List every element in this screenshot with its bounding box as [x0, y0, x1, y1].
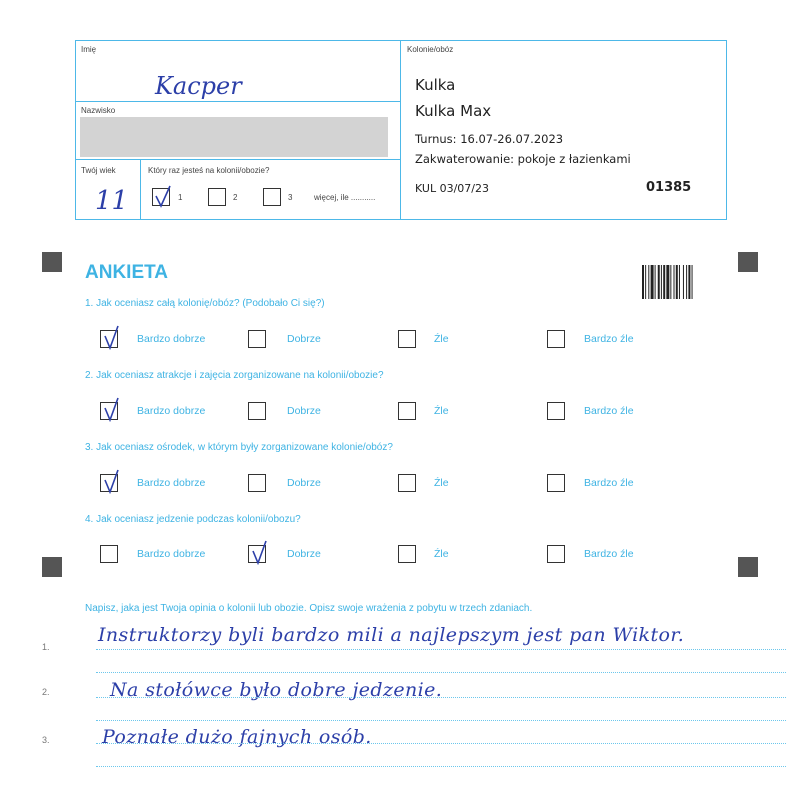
- visit-more-label: więcej, ile ...........: [314, 193, 376, 202]
- writing-line: [96, 697, 786, 698]
- line-number-3: 3.: [42, 735, 50, 745]
- registration-marker: [738, 252, 758, 272]
- rating-option-label: Dobrze: [287, 405, 321, 417]
- writing-line: [96, 649, 786, 650]
- visit-option-3: 3: [288, 193, 293, 202]
- check-mark-icon: [101, 396, 125, 422]
- question-1: 1. Jak oceniasz całą kolonię/obóz? (Podobało Ci się?): [85, 298, 325, 309]
- visit-checkbox-2[interactable]: [208, 188, 226, 206]
- visit-option-1: 1: [178, 193, 183, 202]
- opinion-prompt: Napisz, jaka jest Twoja opinia o kolonii lub obozie. Opisz swoje wrażenia z pobytu w trzech zdaniach.: [85, 603, 533, 614]
- header-divider-name: [75, 101, 400, 102]
- age-label: Twój wiek: [81, 166, 116, 175]
- rating-checkbox[interactable]: [248, 402, 266, 420]
- check-mark-icon: [101, 468, 125, 494]
- answer-row-1: [0, 330, 800, 350]
- line-number-1: 1.: [42, 642, 50, 652]
- rating-option-label: Bardzo źle: [584, 333, 634, 345]
- rating-option-label: Bardzo dobrze: [137, 405, 206, 417]
- rating-option-label: Bardzo źle: [584, 548, 634, 560]
- rating-checkbox[interactable]: [398, 545, 416, 563]
- registration-marker: [42, 252, 62, 272]
- turnus: Turnus: 16.07-26.07.2023: [415, 132, 564, 146]
- header-divider-vertical: [400, 40, 401, 220]
- rating-checkbox[interactable]: [398, 330, 416, 348]
- camp-name: Kulka: [415, 76, 456, 94]
- question-2: 2. Jak oceniasz atrakcje i zajęcia zorganizowane na kolonii/obozie?: [85, 370, 384, 381]
- accommodation: Zakwaterowanie: pokoje z łazienkami: [415, 152, 631, 166]
- answer-row-2: [0, 402, 800, 422]
- rating-checkbox[interactable]: [547, 545, 565, 563]
- check-mark-icon: [150, 184, 176, 210]
- answer-row-3: [0, 474, 800, 494]
- opinion-line-2: Na stołówce było dobre jedzenie.: [110, 679, 443, 701]
- visit-option-2: 2: [233, 193, 238, 202]
- rating-option-label: Bardzo dobrze: [137, 477, 206, 489]
- line-number-2: 2.: [42, 687, 50, 697]
- writing-line: [96, 743, 786, 744]
- camp-code: KUL 03/07/23: [415, 182, 489, 195]
- age-value: 11: [95, 186, 129, 216]
- visit-label: Który raz jesteś na kolonii/obozie?: [148, 166, 270, 175]
- rating-checkbox[interactable]: [398, 474, 416, 492]
- name-value: Kacper: [155, 72, 242, 100]
- rating-checkbox[interactable]: [547, 402, 565, 420]
- visit-checkbox-3[interactable]: [263, 188, 281, 206]
- rating-checkbox[interactable]: [100, 545, 118, 563]
- survey-title: ANKIETA: [85, 262, 169, 283]
- question-4: 4. Jak oceniasz jedzenie podczas kolonii/obozu?: [85, 514, 301, 525]
- opinion-line-3: Poznałe dużo fajnych osób.: [102, 726, 372, 748]
- rating-checkbox[interactable]: [398, 402, 416, 420]
- rating-option-label: Bardzo dobrze: [137, 548, 206, 560]
- writing-line: [96, 766, 786, 767]
- surname-label: Nazwisko: [81, 106, 116, 115]
- rating-option-label: Źle: [434, 548, 449, 560]
- barcode-icon: [642, 265, 700, 299]
- rating-option-label: Bardzo źle: [584, 477, 634, 489]
- writing-line: [96, 720, 786, 721]
- header-divider-age: [140, 159, 141, 220]
- rating-option-label: Źle: [434, 477, 449, 489]
- header-divider-surname: [75, 159, 400, 160]
- rating-checkbox[interactable]: [547, 330, 565, 348]
- rating-option-label: Dobrze: [287, 548, 321, 560]
- rating-option-label: Źle: [434, 333, 449, 345]
- surname-redaction: [80, 117, 388, 157]
- name-label: Imię: [81, 45, 97, 54]
- rating-option-label: Źle: [434, 405, 449, 417]
- rating-option-label: Dobrze: [287, 333, 321, 345]
- camp-name-2: Kulka Max: [415, 102, 492, 120]
- check-mark-icon: [249, 539, 273, 565]
- camp-label: Kolonie/obóz: [407, 45, 454, 54]
- opinion-line-1: Instruktorzy byli bardzo mili a najlepszym jest pan Wiktor.: [98, 624, 685, 646]
- rating-option-label: Bardzo źle: [584, 405, 634, 417]
- form-number: 01385: [646, 180, 692, 195]
- check-mark-icon: [101, 324, 125, 350]
- writing-line: [96, 672, 786, 673]
- rating-checkbox[interactable]: [248, 474, 266, 492]
- answer-row-4: [0, 545, 800, 565]
- rating-option-label: Dobrze: [287, 477, 321, 489]
- rating-checkbox[interactable]: [547, 474, 565, 492]
- question-3: 3. Jak oceniasz ośrodek, w którym były zorganizowane kolonie/obóz?: [85, 442, 393, 453]
- rating-checkbox[interactable]: [248, 330, 266, 348]
- rating-option-label: Bardzo dobrze: [137, 333, 206, 345]
